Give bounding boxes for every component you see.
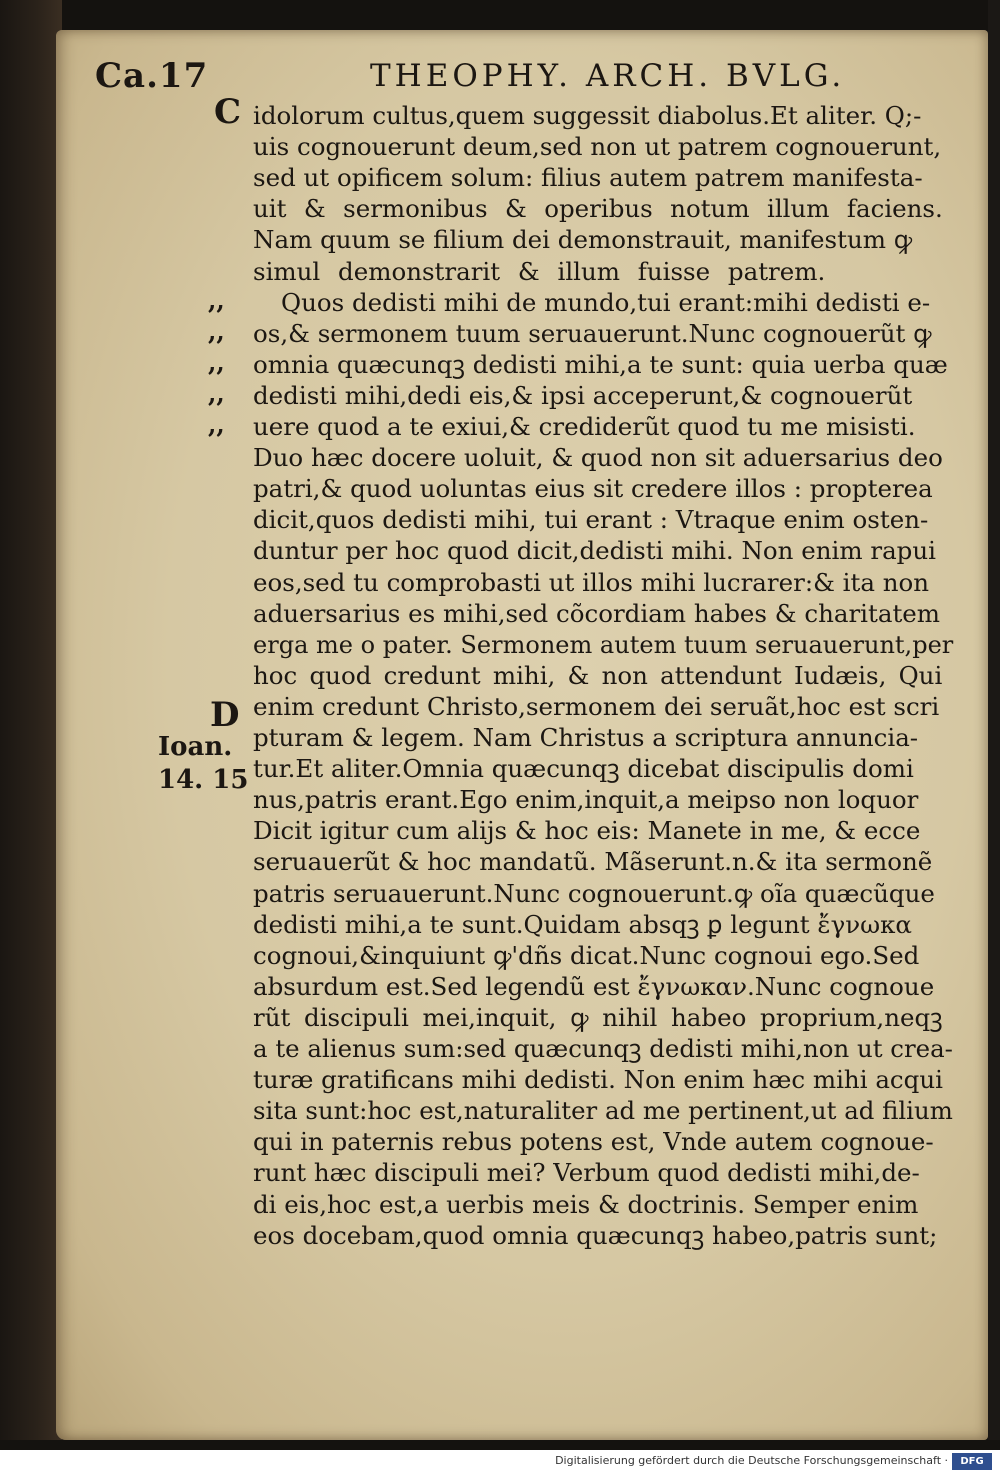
text-line: cognoui,&inquiunt ꝙ'dñs dicat.Nunc cognoui ego.Sed xyxy=(253,940,920,970)
text-line: qui in paternis rebus potens est, Vnde autem cognoue- xyxy=(253,1127,934,1157)
text-line: dedisti mihi,dedi eis,& ipsi acceperunt,& cognouerũt xyxy=(253,380,913,410)
text-line: di eis,hoc est,a uerbis meis & doctrinis. Semper enim xyxy=(253,1189,919,1219)
text-line: sed ut opificem solum: filius autem patrem manifesta- xyxy=(253,163,923,193)
text-line: os,& sermonem tuum seruauerunt.Nunc cognouerũt ꝙ xyxy=(253,318,932,348)
quotation-mark: ,, xyxy=(208,317,225,346)
text-line: eos,sed tu comprobasti ut illos mihi lucrarer:& ita non xyxy=(253,567,930,597)
text-line: eos docebam,quod omnia quæcunqꝫ habeo,patris sunt; xyxy=(253,1220,938,1250)
text-line: turæ gratificans mihi dedisti. Non enim hæc mihi acqui xyxy=(253,1065,943,1095)
quotation-mark: ,, xyxy=(208,286,225,315)
text-line: patri,& quod uoluntas eius sit credere illos : propterea xyxy=(253,474,933,504)
quotation-mark: ,, xyxy=(208,348,225,377)
text-line: seruauerũt & hoc mandatũ. Mãserunt.n.& ita sermonẽ xyxy=(253,847,933,877)
text-line: hoc quod credunt mihi, & non attendunt Iudæis, Qui xyxy=(253,660,943,690)
quotation-mark: ,, xyxy=(208,379,225,408)
text-line: a te alienus sum:sed quæcunqꝫ dedisti mihi,non ut crea- xyxy=(253,1034,953,1063)
text-line: patris seruauerunt.Nunc cognouerunt.ꝙ oĩa quæcũque xyxy=(253,878,935,908)
dfg-logo: DFG xyxy=(952,1453,992,1470)
text-line: erga me o pater. Sermonem autem tuum seruauerunt,per xyxy=(253,629,954,659)
text-line: idolorum cultus,quem suggessit diabolus.Et aliter. Q;- xyxy=(253,101,922,130)
text-line: sita sunt:hoc est,naturaliter ad me pertinent,ut ad filium xyxy=(253,1096,953,1126)
text-line: uis cognouerunt deum,sed non ut patrem cognouerunt, xyxy=(253,132,942,162)
text-line: Dicit igitur cum alijs & hoc eis: Manete in me, & ecce xyxy=(253,816,921,846)
section-marker-c: C xyxy=(214,92,242,132)
text-line: pturam & legem. Nam Christus a scriptura annuncia- xyxy=(253,723,919,752)
text-line: rũt discipuli mei,inquit, ꝙ nihil habeo proprium,neqꝫ xyxy=(253,1002,943,1032)
text-line: nus,patris erant.Ego enim,inquit,a meipso non loquor xyxy=(253,785,919,815)
running-title: THEOPHY. ARCH. BVLG. xyxy=(370,58,846,94)
book-spine xyxy=(0,0,62,1440)
section-marker-d: D xyxy=(210,695,240,735)
text-line: omnia quæcunqꝫ dedisti mihi,a te sunt: quia uerba quæ xyxy=(253,349,948,379)
text-line: uere quod a te exiui,& crediderũt quod tu me misisti. xyxy=(253,412,916,441)
text-line: dedisti mihi,a te sunt.Quidam absqꝫ ꝑ legunt ἔγνωκα xyxy=(253,909,912,939)
scripture-reference-verse: 14. 15 xyxy=(158,765,249,795)
text-line: aduersarius es mihi,sed cõcordiam habes & charitatem xyxy=(253,598,941,628)
text-line: Nam quum se filium dei demonstrauit, manifestum ꝙ xyxy=(253,225,913,255)
text-line: enim credunt Christo,sermonem dei seruãt,hoc est scri xyxy=(253,691,940,721)
text-line: runt hæc discipuli mei? Verbum quod dedisti mihi,de- xyxy=(253,1158,920,1188)
text-line: absurdum est.Sed legendũ est ἔγνωκαν.Nunc cognoue xyxy=(253,971,935,1001)
text-line: dicit,quos dedisti mihi, tui erant : Vtraque enim osten- xyxy=(253,505,929,535)
text-line: Quos dedisti mihi de mundo,tui erant:mihi dedisti e- xyxy=(281,287,931,317)
chapter-folio: Ca.17 xyxy=(95,56,209,96)
text-line: simul demonstrarit & illum fuisse patrem. xyxy=(253,256,826,286)
text-line: duntur per hoc quod dicit,dedisti mihi. Non enim rapui xyxy=(253,536,936,566)
quotation-mark: ,, xyxy=(208,410,225,439)
footer-bar xyxy=(0,1450,1000,1474)
page-edge xyxy=(988,0,1000,1440)
text-line: tur.Et aliter.Omnia quæcunqꝫ dicebat discipulis domi xyxy=(253,754,914,784)
funding-credit: Digitalisierung gefördert durch die Deutsche Forschungsgemeinschaft · xyxy=(555,1454,948,1467)
scripture-reference: Ioan. xyxy=(158,732,233,762)
text-line: uit & sermonibus & operibus notum illum faciens. xyxy=(253,194,943,224)
text-line: Duo hæc docere uoluit, & quod non sit aduersarius deo xyxy=(253,443,943,473)
